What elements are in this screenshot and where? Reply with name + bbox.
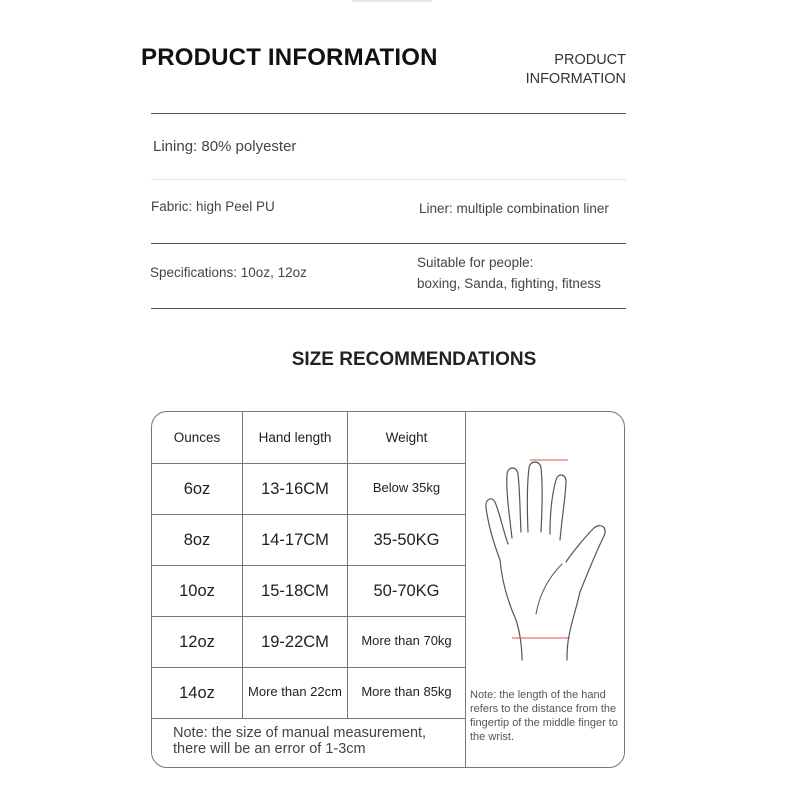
side-title	[520, 51, 626, 89]
column-header-hand-length: Hand length	[258, 430, 332, 445]
table-cell-ounces: 12oz	[179, 632, 215, 651]
specifications-text: Specifications: 10oz, 12oz	[150, 265, 307, 280]
column-header-weight: Weight	[385, 430, 428, 445]
hand-outline-icon	[470, 452, 620, 666]
table-cell-hand-length: 13-16CM	[261, 479, 329, 498]
divider	[151, 308, 626, 309]
divider-light	[151, 179, 626, 180]
table-cell-ounces: 8oz	[183, 530, 211, 549]
column-header-ounces: Ounces	[173, 430, 221, 445]
table-cell-hand-length: 19-22CM	[261, 632, 329, 651]
table-cell-hand-length: 14-17CM	[261, 530, 329, 549]
divider	[151, 113, 626, 114]
size-section-title: SIZE RECOMMENDATIONS	[291, 349, 537, 370]
suitable-line2: boxing, Sanda, fighting, fitness	[417, 276, 601, 291]
measurement-note	[173, 725, 426, 757]
measurement-note-line1: Note: the size of manual measurement,	[173, 725, 427, 741]
table-column-divider	[465, 412, 466, 768]
table-cell-weight: 35-50KG	[373, 530, 440, 549]
table-cell-ounces: 10oz	[179, 581, 215, 600]
table-cell-ounces: 6oz	[183, 479, 211, 498]
table-cell-weight: Below 35kg	[372, 479, 441, 495]
divider	[151, 243, 626, 244]
table-cell-weight: More than 85kg	[361, 683, 452, 699]
side-title-line1: PRODUCT	[554, 52, 626, 68]
lining-text: Lining: 80% polyester	[153, 138, 297, 155]
table-cell-ounces: 14oz	[179, 683, 215, 702]
measurement-note-line2: there will be an error of 1-3cm	[173, 741, 366, 757]
table-row-divider	[152, 718, 465, 719]
fabric-text: Fabric: high Peel PU	[151, 199, 275, 214]
size-table	[151, 411, 625, 768]
table-cell-hand-length: More than 22cm	[248, 683, 342, 699]
side-title-line2: INFORMATION	[525, 71, 626, 87]
table-cell-weight: 50-70KG	[373, 581, 440, 600]
top-edge-mark	[352, 0, 432, 2]
page-title: PRODUCT INFORMATION	[141, 44, 438, 71]
table-cell-weight: More than 70kg	[361, 632, 452, 648]
suitable-line1: Suitable for people:	[417, 255, 534, 270]
table-cell-hand-length: 15-18CM	[261, 581, 329, 600]
liner-text: Liner: multiple combination liner	[419, 201, 609, 216]
hand-length-note: Note: the length of the hand refers to the distance from the fingertip of the middle finger to the wrist.	[470, 689, 618, 743]
